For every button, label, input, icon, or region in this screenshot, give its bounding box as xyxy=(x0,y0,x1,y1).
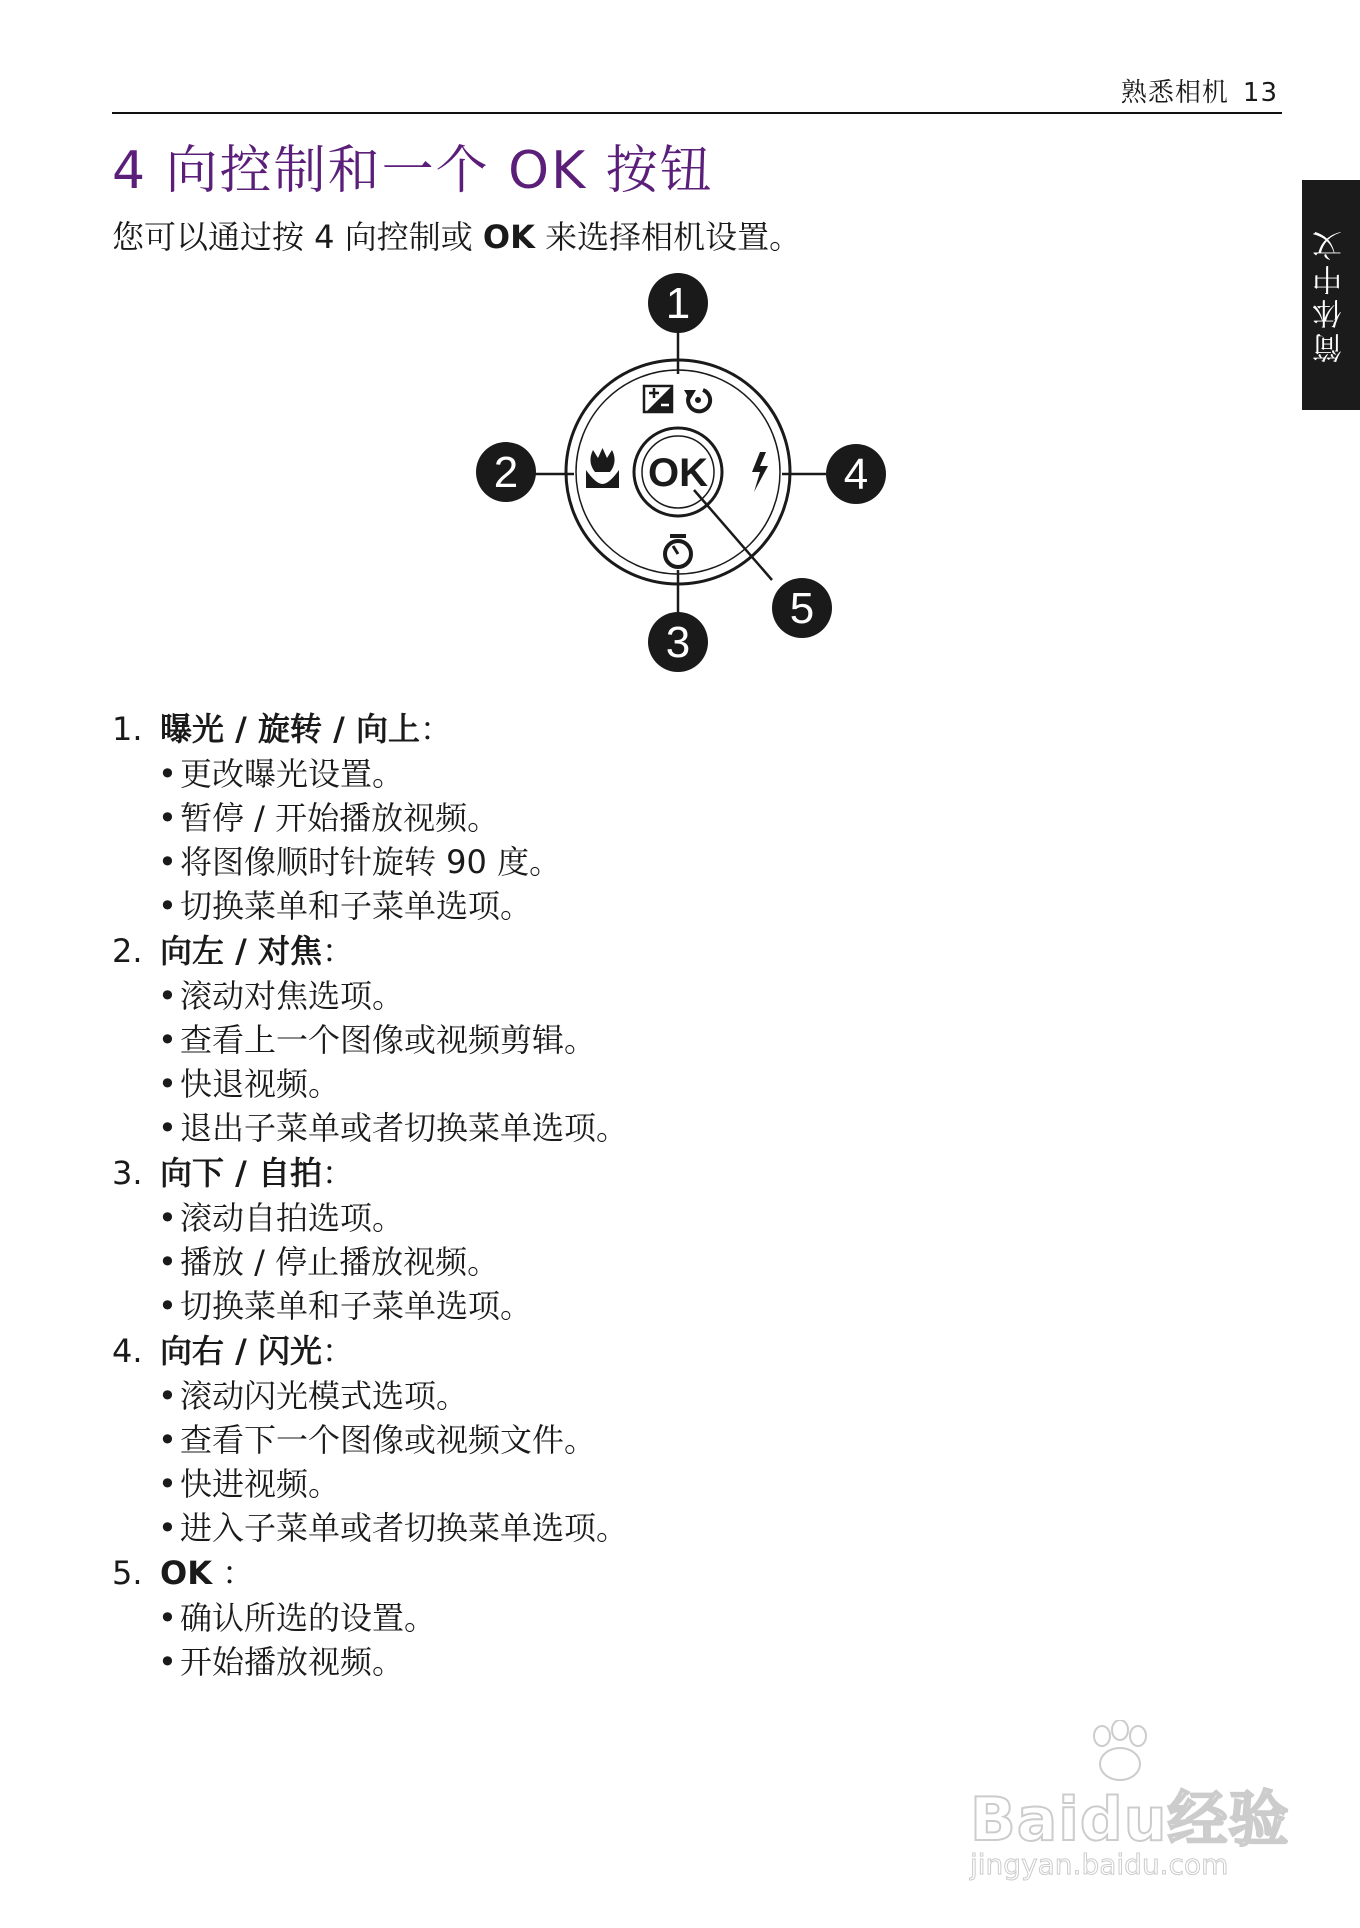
list-item xyxy=(112,1150,1212,1328)
bullet-item: • 查看下一个图像或视频文件。 xyxy=(112,1418,1212,1462)
exposure-icon xyxy=(644,386,672,412)
bullet-item: • 滚动闪光模式选项。 xyxy=(112,1374,1212,1418)
item-colon: ： xyxy=(212,1554,255,1592)
page-title: 4 向控制和一个 OK 按钮 xyxy=(112,141,714,201)
item-heading xyxy=(112,706,1212,752)
four-way-control-diagram xyxy=(460,262,900,692)
intro-text-before: 您可以通过按 4 向控制或 xyxy=(112,218,483,256)
header-section-title: 熟悉相机 xyxy=(1120,78,1229,108)
callout-5 xyxy=(772,578,832,638)
item-title: 向下 / 自拍 xyxy=(160,1154,322,1192)
item-number: 5. xyxy=(112,1554,143,1592)
item-number: 4. xyxy=(112,1332,143,1370)
callout-2 xyxy=(476,442,536,502)
bullet-item: • 滚动自拍选项。 xyxy=(112,1196,1212,1240)
bullet-item: • 滚动对焦选项。 xyxy=(112,974,1212,1018)
callout-5-label: 5 xyxy=(789,584,815,633)
callout-4 xyxy=(826,444,886,504)
item-number: 3. xyxy=(112,1154,143,1192)
bullet-item: • 播放 / 停止播放视频。 xyxy=(112,1240,1212,1284)
item-title: 向右 / 闪光 xyxy=(160,1332,322,1370)
intro-text-bold: OK xyxy=(482,218,535,256)
intro-text-after: 来选择相机设置。 xyxy=(534,218,802,256)
bullet-item: • 切换菜单和子菜单选项。 xyxy=(112,1284,1212,1328)
item-colon: ： xyxy=(321,1154,354,1192)
callout-2-label: 2 xyxy=(493,448,519,497)
intro-paragraph xyxy=(112,212,801,258)
callout-4-label: 4 xyxy=(843,450,869,499)
watermark-url: jingyan.baidu.com xyxy=(970,1848,1229,1881)
running-header xyxy=(1121,72,1278,109)
callout-1 xyxy=(648,273,708,333)
item-colon: ： xyxy=(321,1332,354,1370)
bullet-item: • 开始播放视频。 xyxy=(112,1640,1212,1684)
bullet-item: • 查看上一个图像或视频剪辑。 xyxy=(112,1018,1212,1062)
item-number: 1. xyxy=(112,710,143,748)
bullet-item: • 将图像顺时针旋转 90 度。 xyxy=(112,840,1212,884)
bullet-item: • 确认所选的设置。 xyxy=(112,1596,1212,1640)
item-number: 2. xyxy=(112,932,143,970)
language-tab-label: 简体中文 xyxy=(1313,227,1348,363)
ok-button-label: OK xyxy=(648,451,708,495)
header-divider xyxy=(112,112,1282,114)
item-heading xyxy=(112,928,1212,974)
item-heading xyxy=(112,1550,1212,1596)
bullet-item: • 更改曝光设置。 xyxy=(112,752,1212,796)
list-item xyxy=(112,928,1212,1150)
callout-3 xyxy=(648,612,708,672)
bullet-item: • 暂停 / 开始播放视频。 xyxy=(112,796,1212,840)
item-colon: ： xyxy=(321,932,354,970)
bullet-item: • 快退视频。 xyxy=(112,1062,1212,1106)
baidu-watermark xyxy=(960,1720,1290,1880)
bullet-item: • 退出子菜单或者切换菜单选项。 xyxy=(112,1106,1212,1150)
watermark-main-text: Baidu经验 xyxy=(970,1785,1290,1855)
control-diagram-svg xyxy=(460,262,900,692)
list-item xyxy=(112,1328,1212,1550)
item-heading xyxy=(112,1328,1212,1374)
bullet-item: • 快进视频。 xyxy=(112,1462,1212,1506)
item-title: 向左 / 对焦 xyxy=(160,932,322,970)
item-colon: ： xyxy=(419,710,452,748)
list-item xyxy=(112,706,1212,928)
item-heading xyxy=(112,1150,1212,1196)
callout-3-label: 3 xyxy=(665,618,691,667)
list-item xyxy=(112,1550,1212,1684)
page-number: 13 xyxy=(1242,78,1278,108)
callout-1-label: 1 xyxy=(665,279,691,328)
item-title: OK xyxy=(160,1554,212,1592)
bullet-item: • 进入子菜单或者切换菜单选项。 xyxy=(112,1506,1212,1550)
bullet-item: • 切换菜单和子菜单选项。 xyxy=(112,884,1212,928)
language-tab xyxy=(1302,180,1360,410)
item-title: 曝光 / 旋转 / 向上 xyxy=(160,710,420,748)
control-description-list xyxy=(112,706,1212,1684)
